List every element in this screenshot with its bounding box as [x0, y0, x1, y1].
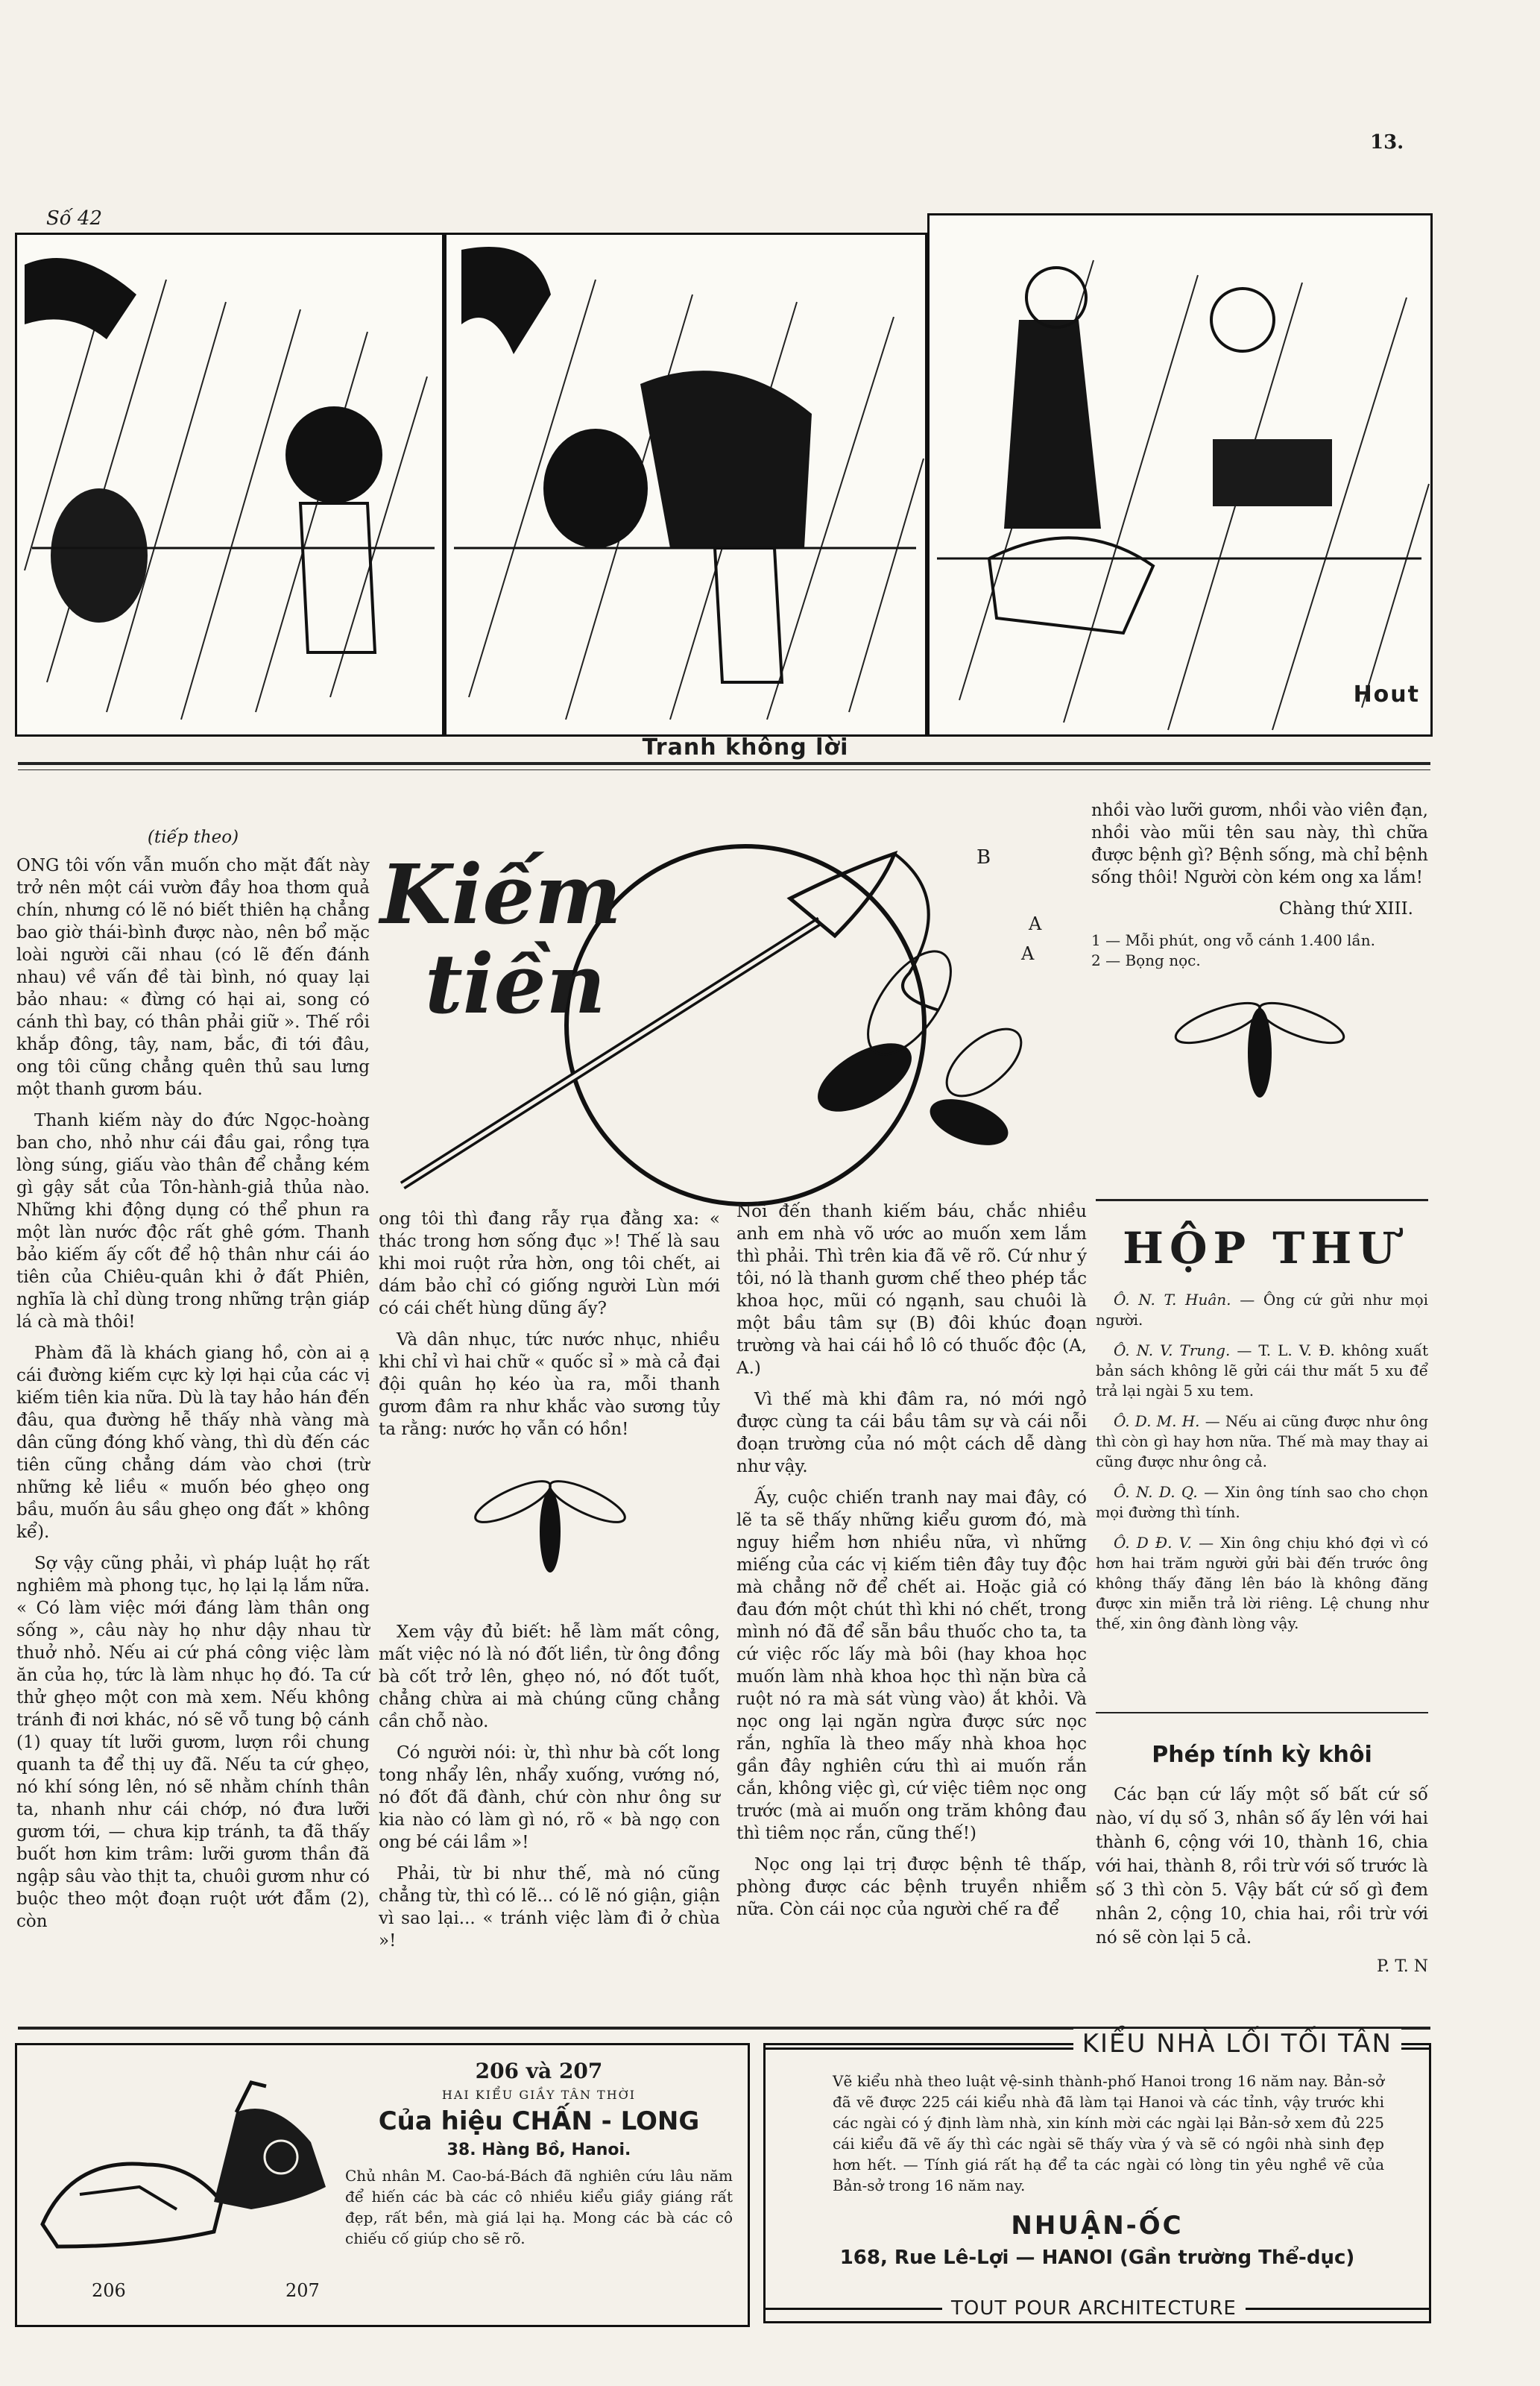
ad-architecture — [763, 2029, 1431, 2323]
footnote: 1 — Mỗi phút, ong vỗ cánh 1.400 lần. — [1091, 931, 1375, 949]
mailbox-entry-text: — Xin ông chịu khó đợi vì có hơn hai trăm người gửi bài đến trước ông không thấy đăng lên báo là không đăng được xin miễn trả lời riêng. Lệ chung như thế, xin ông đành lòng vậy. — [1096, 1534, 1429, 1632]
mailbox-entry-name: Ô. N. D. Q. — [1114, 1483, 1198, 1501]
mailbox-entry — [1096, 1482, 1428, 1523]
article-paragraph: Nói đến thanh kiếm báu, chắc nhiều anh em nhà võ ước ao muốn xem lắm thì phải. Thì trên kia đã vẽ rõ. Cứ như ý tôi, nó là thanh gươm chế theo phép tắc khoa học, mũi có ngạnh, sau chuôi là một bầu tâm sự (B) đôi khúc đoạn trường và hai cái hồ lô có thuốc độc (A, A.) — [736, 1202, 1087, 1378]
article-paragraph: nhồi vào lưỡi gươm, nhồi vào viên đạn, nhồi vào mũi tên sau này, thì chữa được bệnh gì? Bệnh sống, mà chỉ bệnh sống thôi! Người còn kém ong xa lắm! — [1091, 801, 1428, 887]
rule-top — [18, 762, 1430, 765]
ad-shoes-label-left: 206 — [92, 2280, 126, 2301]
rule-puzzle — [1096, 1712, 1428, 1713]
comic-caption: Tranh không lời — [642, 734, 849, 761]
puzzle-signature: P. T. N — [1376, 1957, 1428, 1976]
article-paragraph: Có người nói: ừ, thì như bà cốt long tong nhẩy lên, nhẩy xuống, vướng nó, nó đốt đã đành, chứ còn như ông sư kia nào có làm gì nó, rõ « bà ngọ con ong bé cái lầm »! — [379, 1743, 720, 1852]
comic-panel-2 — [444, 233, 927, 737]
ad-shoes-address: 38. Hàng Bồ, Hanoi. — [446, 2141, 631, 2159]
continued-label: (tiếp theo) — [147, 828, 239, 847]
article-paragraph: Ấy, cuộc chiến tranh nay mai đây, có lẽ ta sẽ thấy những kiểu gươm đó, mà nguy hiểm hơn nhiều nữa, vì những miếng của các vị kiếm tiên đây tuy độc mà chẳng nỡ để chết ai. Hoặc giả có đau đớn một chút thì khi nó chết, trong mình nó đã để sẵn bầu thuốc cho ta, ta cứ việc rốc lấy mà bôi (hay khoa học muốn làm nhà khoa học thì nặn bừa cả ruột nó ra mà sát vùng vào) ắt khỏi. Và nọc ong lại ngăn ngừa được sức nọc rắn, nghĩa là theo mấy nhà khoa học gần đây nghiên cứu thì ai muốn rắn cắn, không việc gì, cứ việc tiêm nọc ong trước (mà ai muốn ong trăm không đau thì tiêm nọc rắn, cũng thế!) — [736, 1488, 1087, 1843]
article-paragraph: Sợ vậy cũng phải, vì pháp luật họ rất nghiêm mà phong tục, họ lại lạ lắm nữa. « Có làm việc mới đáng làm thân ong sống », câu này họ như dậy nhau từ thuở nhỏ. Nếu ai cứ phá công việc làm ăn của họ, tức là làm nhục họ đó. Ta cứ thử ghẹo một con mà xem. Nếu không tránh đi nơi khác, nó sẽ vỗ tung bộ cánh (1) quay tít lưỡi gươm, lượn rồi chung quanh ta để thị uy đã. Nếu ta cứ ghẹo, nó khí sóng lên, nó sẽ nhằm chính thân ta, nhanh như cái chớp, nó đưa lưỡi gươm tới, — chưa kịp tránh, ta đã thấy buốt hơn kim trâm: lưỡi gươm thần đã ngập sâu vào thịt ta, chuôi gươm như có buộc theo một đoạn ruột ướt đẫm (2), còn — [16, 1554, 370, 1931]
ad-shoes-shop: Của hiệu CHẤN - LONG — [378, 2106, 700, 2136]
ad-arch-slogan: TOUT POUR ARCHITECTURE — [942, 2297, 1246, 2320]
article-column-3 — [736, 1200, 1087, 1930]
article-paragraph: ONG tôi vốn vẫn muốn cho mặt đất này trở nên một cái vườn đầy hoa thơm quả chín, nhưng có lẽ nó biết thiên hạ chẳng bao giờ thái-bình được nào, nên bổ mặc loài người cãi nhau (có lẽ đến đánh nhau) về vấn đề tài bình, nó quay lại bảo nhau: « đừng có hại ai, song có cánh thì bay, có thân phải giữ ». Thế rồi khắp đông, tây, nam, bắc, đi tới đâu, ong tôi cũng chẳng quên thủ sau lưng một thanh gươm báu. — [16, 856, 370, 1099]
illus-label-a2: A — [1021, 943, 1035, 964]
mailbox-entry — [1096, 1411, 1428, 1472]
comic-drawing-2 — [446, 235, 925, 734]
issue-number: Số 42 — [46, 207, 103, 230]
article-paragraph: Phàm đã là khách giang hồ, còn ai ạ cái đường kiếm cực kỳ lợi hại của các vị kiếm tiên kia nữa. Dù là tay hảo hán đến đâu, qua đường hễ thấy nhà vàng mà dân cũng đóng khố vàng, thì dù đến các tiên cũng chẳng dám vào chơi (trừ những kẻ liều « muốn béo ghẹo ong bầu, muốn âu sầu ghẹo ong đất » không kể). — [16, 1344, 370, 1542]
mailbox-entry — [1096, 1533, 1428, 1634]
bee-illustration-1 — [379, 1449, 722, 1599]
mailbox-entry-text: — T. L. V. Đ. không xuất bản sách không lẽ gửi cái thư mất 5 xu để trả lại ngài 5 xu tem. — [1096, 1341, 1429, 1400]
mailbox-title: HỘP THƯ — [1123, 1223, 1401, 1274]
mailbox-entry-text: — Nếu ai cũng được như ông thì còn gì hay hơn nữa. Thế mà may thay ai cũng được như ông cả. — [1096, 1412, 1428, 1470]
comic-drawing-3 — [930, 215, 1430, 734]
mailbox-entry-text: — Ông cứ gửi như mọi người. — [1096, 1291, 1429, 1329]
ad-arch-title: KIỂU NHÀ LỐI TỐI TÂN — [1073, 2029, 1401, 2059]
puzzle-title: Phép tính kỳ khôi — [1152, 1742, 1372, 1768]
mailbox-entry-name: Ô. D. M. H. — [1114, 1412, 1200, 1430]
mailbox-entry — [1096, 1341, 1428, 1401]
footnote: 2 — Bọng nọc. — [1091, 951, 1201, 969]
mailbox-entry-name: Ô. D Đ. V. — [1114, 1534, 1192, 1552]
mailbox-entry-text: — Xin ông tính sao cho chọn mọi đường thì tính. — [1096, 1483, 1429, 1521]
ad-arch-name: NHUẬN-ỐC — [1011, 2211, 1184, 2241]
article-paragraph: Nọc ong lại trị được bệnh tê thấp, phòng được các bệnh truyền nhiễm nữa. Còn cái nọc của người chế ra để — [736, 1855, 1087, 1919]
ad-arch-address: 168, Rue Lê-Lợi — HANOI (Gần trường Thể-dục) — [839, 2247, 1355, 2269]
illus-label-b: B — [976, 846, 991, 869]
rule-mailbox — [1096, 1199, 1428, 1201]
ad-shoes — [15, 2043, 750, 2327]
article-title-line1: Kiếm — [380, 846, 622, 942]
article-paragraph: Và dân nhục, tức nước nhục, nhiều khi chỉ vì hai chữ « quốc sỉ » mà cả đại đội quân họ kéo ùa ra, mỗi thanh gươm đâm ra như khắc vào sương tủy ta rằng: nước họ vẫn có hồn! — [379, 1330, 720, 1439]
rule-top-thin — [18, 769, 1430, 770]
article-column-2 — [379, 1208, 720, 1961]
comic-drawing-1 — [17, 235, 442, 734]
article-column-1 — [16, 826, 370, 1942]
comic-panel-1 — [15, 233, 444, 737]
puzzle-section — [1096, 1742, 1428, 1976]
article-author: Chàng thứ XIII. — [1278, 899, 1413, 919]
article-paragraph: Xem vậy đủ biết: hễ làm mất công, mất việc nó là nó đốt liền, từ ông đồng bà cốt trở lên, ghẹo nó, nó đốt tuốt, chẳng chừa ai mà chúng cũng chẳng cần chỗ nào. — [379, 1622, 720, 1731]
article-paragraph: Vì thế mà khi đâm ra, nó mới ngỏ được cùng ta cái bầu tâm sự và cái nỗi đoạn trường của nó một cách dễ dàng như vậy. — [736, 1390, 1087, 1476]
article-paragraph: Thanh kiếm này do đức Ngọc-hoàng ban cho, nhỏ như cái đầu gai, rồng tựa lòng súng, giấu vào thân để chẳng kém gì gậy sắt của Tôn-hành-giả thủa nào. Những khi động dụng có thể phun ra một làn nước độc rất ghê gớm. Thanh bảo kiếm ấy cốt để hộ thân như cái áo tiên của Chiêu-quân khi ở đất Phiên, nghĩa là chỉ dùng trong những trận giáp lá cà mà thôi! — [16, 1111, 370, 1332]
ad-arch-body: Vẽ kiểu nhà theo luật vệ-sinh thành-phố Hanoi trong 16 năm nay. Bản-sở đã vẽ được 225 cái kiểu nhà đã làm tại Hanoi và các tỉnh, vậy trước khi các ngài có ý định làm nhà, xin kính mời các ngài lại Bản-sở xem đủ 225 cái kiểu đã vẽ ấy thì các ngài sẽ thấy vừa ý và sẽ có ngôi nhà sinh đẹp hơn hết. — Tính giá rất hạ để ta các ngài có lòng tin yêu nghề vẽ của Bản-sở trong 16 năm nay. — [833, 2072, 1384, 2194]
page-number: 13. — [1370, 131, 1404, 154]
ad-shoes-heading: 206 và 207 — [475, 2059, 603, 2083]
article-column-4 — [1091, 799, 1428, 1112]
comic-signature: Hout — [1353, 682, 1420, 708]
mailbox-entry — [1096, 1290, 1428, 1330]
comic-panel-3 — [927, 213, 1433, 737]
mailbox-section — [1096, 1223, 1428, 1644]
puzzle-text: Các bạn cứ lấy một số bất cứ số nào, ví dụ số 3, nhân số ấy lên với hai thành 6, cộng với 10, thành 16, chia với hai, thành 8, rồi trừ với số trước là số 3 thì còn 5. Vậy bất cứ số gì đem nhân 2, cộng 10, chia hai, rồi trừ với nó sẽ còn lại 5 cả. — [1096, 1785, 1428, 1948]
mailbox-entry-name: Ô. N. T. Huân. — [1114, 1291, 1231, 1309]
shoes-illustration — [28, 2053, 356, 2276]
ad-shoes-sub: HAI KIỂU GIẦY TÂN THỜI — [441, 2088, 637, 2102]
article-title-illustration — [373, 809, 1044, 1212]
ad-shoes-body: Chủ nhân M. Cao-bá-Bách đã nghiên cứu lâu năm để hiến các bà các cô nhiều kiểu giầy giáng rất đẹp, rất bền, mà giá lại hạ. Mong các bà các cô chiếu cố giúp cho sẽ rõ. — [345, 2167, 733, 2247]
ad-shoes-label-right: 207 — [285, 2280, 320, 2301]
article-paragraph: ong tôi thì đang rẫy rụa đằng xa: « thác trong hơn sống đục »! Thế là sau khi moi ruột rửa hờn, ong tôi chết, ai dám bảo chỉ có giống người Lùn mới có cái chết hùng dũng ấy? — [379, 1209, 720, 1318]
bee-illustration-2 — [1091, 978, 1428, 1112]
article-paragraph: Phải, từ bi như thế, mà nó cũng chẳng từ, thì có lẽ... có lẽ nó giận, giận vì sao lại... « tránh việc làm đi ở chùa »! — [379, 1864, 720, 1951]
mailbox-entry-name: Ô. N. V. Trung. — [1114, 1341, 1231, 1359]
article-title-line2: tiền — [425, 936, 606, 1032]
illus-label-a1: A — [1029, 913, 1042, 934]
